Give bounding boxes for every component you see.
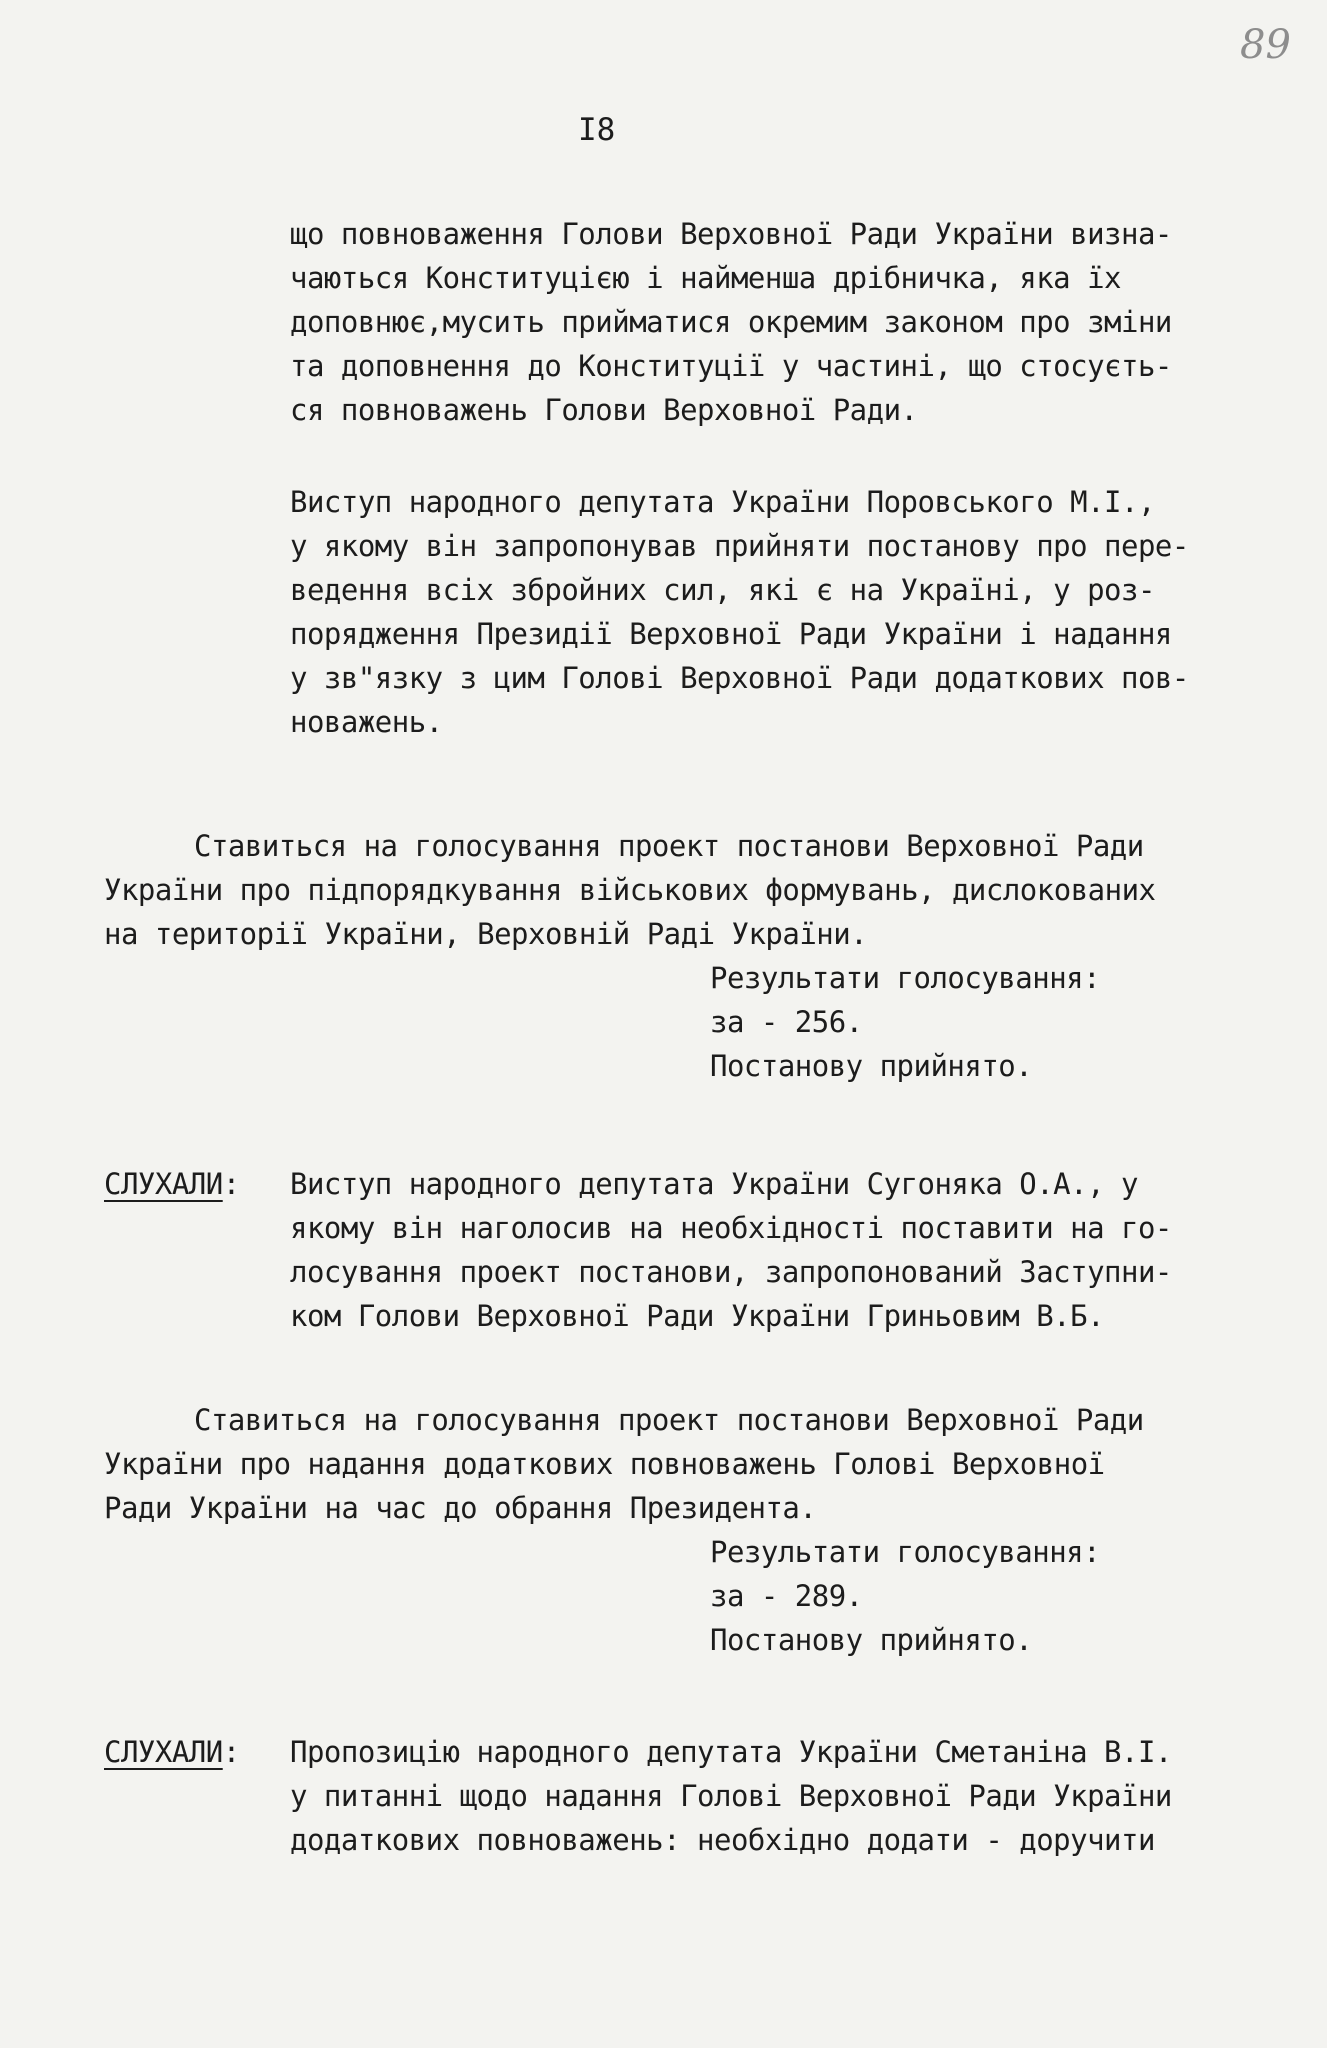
text-line: додаткових повноважень: необхідно додати - доручити — [290, 1823, 1155, 1857]
text-line: Ставиться на голосування проект постанови Верховної Ради — [194, 829, 1144, 863]
text-line: та доповнення до Конституції у частині, що стосуєть- — [290, 349, 1172, 383]
text-line: доповнює,мусить прийматися окремим законом про зміни — [290, 305, 1172, 339]
page-number: I8 — [578, 112, 616, 148]
vote-results-heading: Результати голосування: — [710, 961, 1101, 995]
vote-outcome: Постанову прийнято. — [710, 1623, 1033, 1657]
text-line: ся повноважень Голови Верховної Ради. — [290, 393, 918, 427]
text-line: України про підпорядкування військових формувань, дислокованих — [104, 873, 1156, 907]
text-line: порядження Президії Верховної Ради України і надання — [290, 617, 1172, 651]
text-line: Виступ народного депутата України Сугоняка О.А., у — [290, 1167, 1138, 1201]
text-line: що повноваження Голови Верховної Ради України визна- — [290, 217, 1172, 251]
text-line: ком Голови Верховної Ради України Гриньовим В.Б. — [290, 1299, 1105, 1333]
vote-results-heading: Результати голосування: — [710, 1535, 1101, 1569]
text-line: лосування проект постанови, запропонований Заступни- — [290, 1255, 1172, 1289]
text-line: на території України, Верховній Раді України. — [104, 917, 868, 951]
text-line: новажень. — [290, 705, 443, 739]
heard-label: СЛУХАЛИ: — [104, 1167, 240, 1201]
text-line: Пропозицію народного депутата України Сметаніна В.І. — [290, 1735, 1172, 1769]
text-line: чаються Конституцією і найменша дрібничка, яка їх — [290, 261, 1122, 295]
text-line: у якому він запропонував прийняти постанову про пере- — [290, 529, 1189, 563]
vote-outcome: Постанову прийнято. — [710, 1049, 1033, 1083]
text-line: у зв"язку з цим Голові Верховної Ради додаткових пов- — [290, 661, 1189, 695]
text-line: України про надання додаткових повноважень Голові Верховної — [104, 1447, 1105, 1481]
vote-count: за - 256. — [710, 1005, 863, 1039]
text-line: якому він наголосив на необхідності поставити на го- — [290, 1211, 1172, 1245]
text-line: Ставиться на голосування проект постанови Верховної Ради — [194, 1403, 1144, 1437]
heard-label: СЛУХАЛИ: — [104, 1735, 240, 1769]
text-line: Ради України на час до обрання Президента. — [104, 1491, 817, 1525]
vote-count: за - 289. — [710, 1579, 863, 1613]
text-line: Виступ народного депутата України Поровського М.І., — [290, 485, 1155, 519]
text-line: ведення всіх збройних сил, які є на Україні, у роз- — [290, 573, 1155, 607]
archive-folio-number: 89 — [1240, 22, 1291, 68]
text-line: у питанні щодо надання Голові Верховної Ради України — [290, 1779, 1172, 1813]
